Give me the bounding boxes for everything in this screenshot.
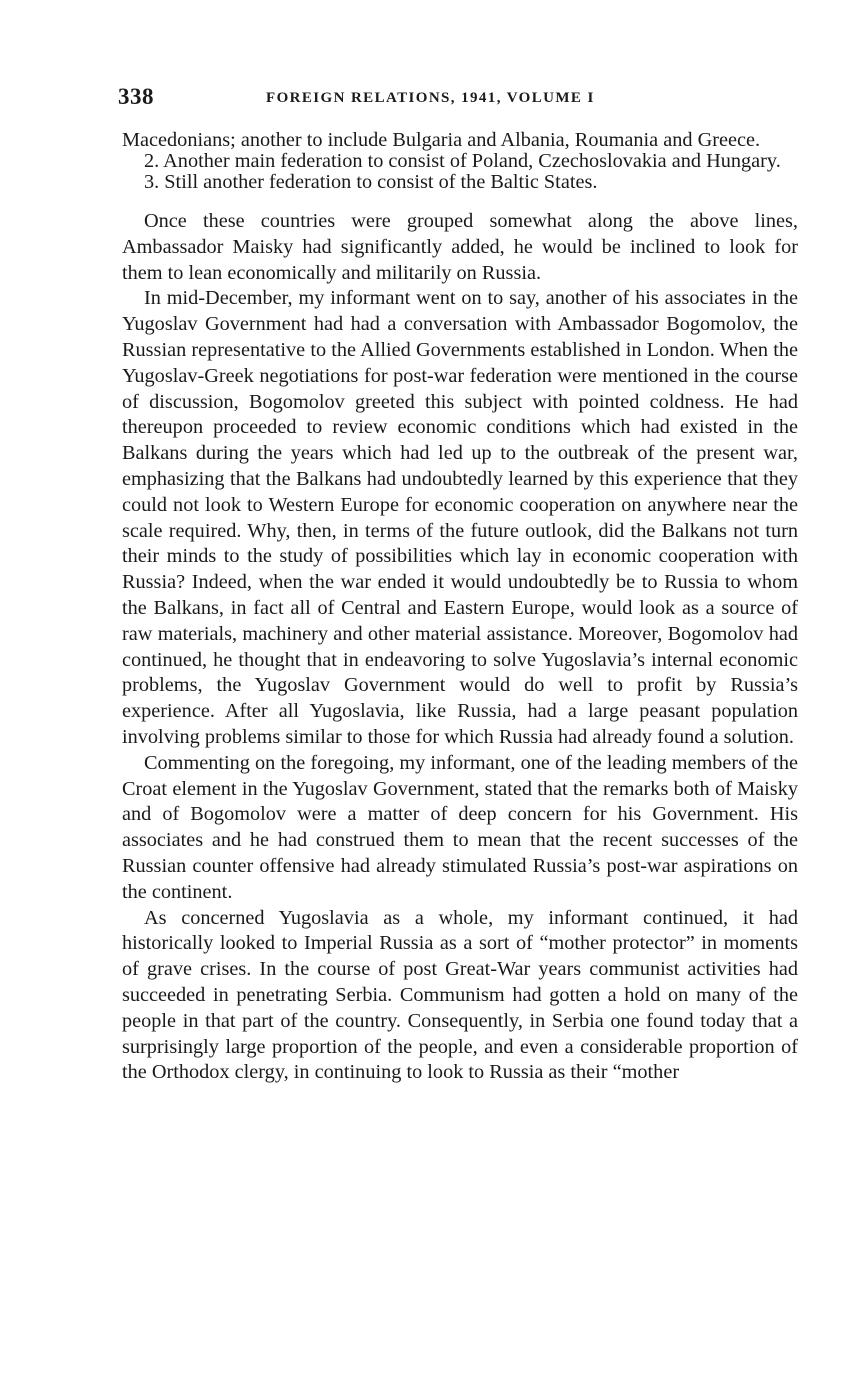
paragraph: In mid-December, my informant went on to say, another of his associates in the Yugoslav Government had had a conversation with Ambassador Bogomolov, the Russian representative to the Allied Governments established in London. When the Yugoslav-Greek negotiations for post-war federation were mentioned in the course of discussion, Bogomolov greeted this subject with pointed coldness. He had thereupon proceeded to review economic conditions which had existed in the Balkans during the years which had led up to the outbreak of the present war, emphasizing that the Balkans had undoubtedly learned by this experience that they could not look to Western Europe for economic cooperation on anywhere near the scale required. Why, then, in terms of the future outlook, did the Balkans not turn their minds to the study of possibilities which lay in economic cooperation with Russia? Indeed, when the war ended it would undoubtedly be to Russia to whom the Balkans, in fact all of Central and Eastern Europe, would look as a source of raw materials, machinery and other material assistance. Moreover, Bogomolov had continued, he thought that in endeavoring to solve Yugoslavia’s internal economic problems, the Yugoslav Government would do well to profit by Russia’s experience. After all Yugoslavia, like Russia, had a large peasant population involving problems similar to those for which Russia had already found a solution. [122,287,798,748]
list-item: 3. Still another federation to consist of the Baltic States. [144,171,598,193]
page-header [118,84,798,118]
page-number: 338 [118,84,154,109]
continuation-paragraph: Macedonians; another to include Bulgaria and Albania, Roumania and Greece. [122,129,761,151]
document-page [118,84,798,1086]
paragraph: Commenting on the foregoing, my informant, one of the leading members of the Croat element in the Yugoslav Government, stated that the remarks both of Maisky and of Bogomolov were a matter of deep concern for his Government. His associates and he had construed them to mean that the recent successes of the Russian counter offensive had already stimulated Russia’s post-war aspirations on the continent. [122,751,798,903]
body-text [122,130,798,1086]
list-item: 2. Another main federation to consist of Poland, Czechoslovakia and Hungary. [144,150,781,172]
paragraph: As concerned Yugoslavia as a whole, my informant continued, it had historically looked to Imperial Russia as a sort of “mother protector” in moments of grave crises. In the course of post Great-War years communist activities had succeeded in penetrating Serbia. Communism had gotten a hold on many of the people in that part of the country. Consequently, in Serbia one found today that a surprisingly large proportion of the people, and even a considerable proportion of the Orthodox clergy, in continuing to look to Russia as their “mother [122,906,798,1084]
running-head: FOREIGN RELATIONS, 1941, VOLUME I [266,90,595,106]
paragraph: Once these countries were grouped somewhat along the above lines, Ambassador Maisky had significantly added, he would be inclined to look for them to lean economically and militarily on Russia. [122,210,798,284]
